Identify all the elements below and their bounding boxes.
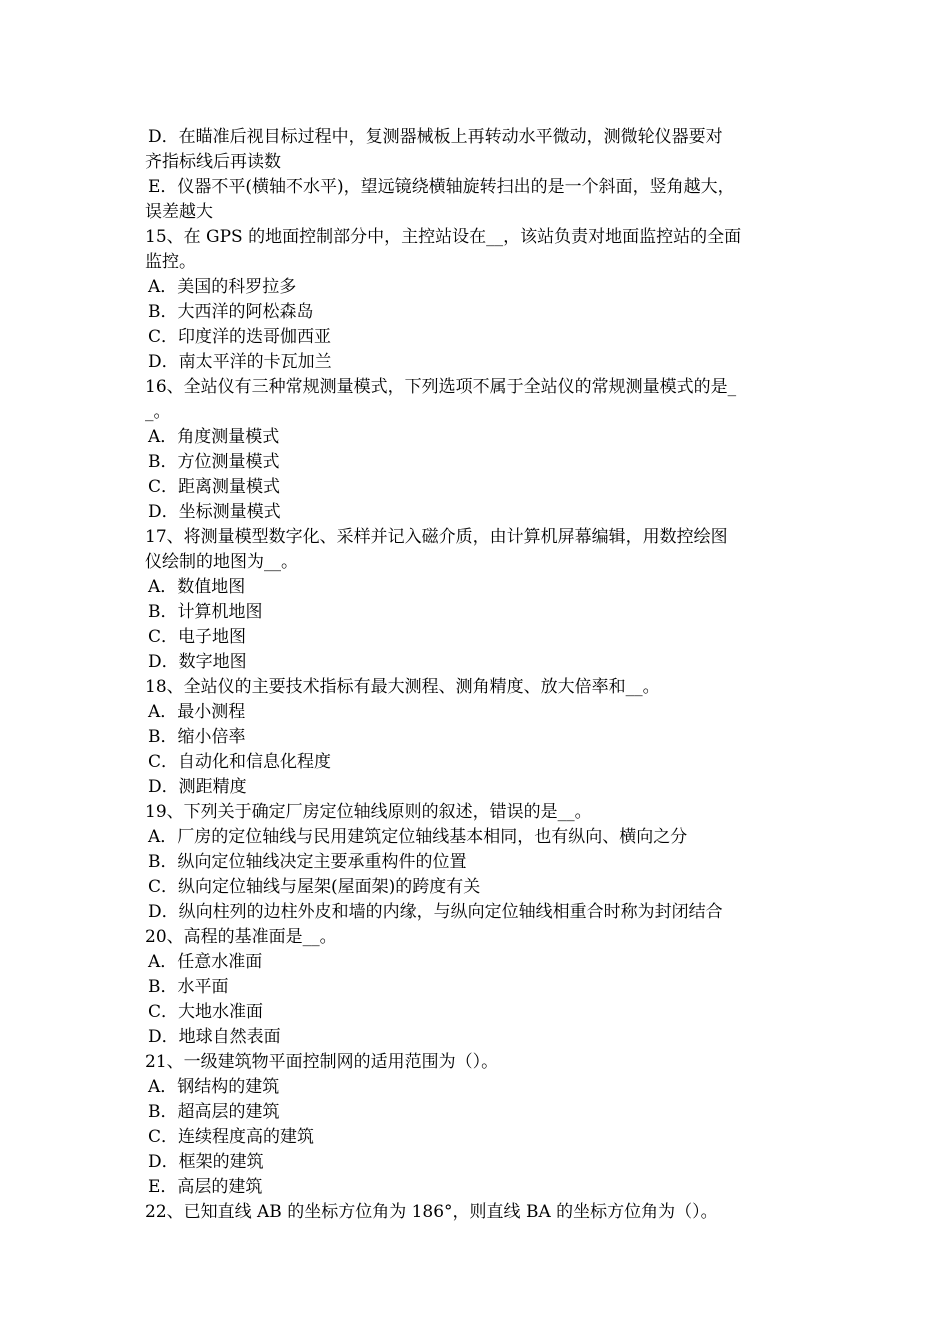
answer-option: B．计算机地图 bbox=[148, 602, 263, 622]
answer-option: D．纵向柱列的边柱外皮和墙的内缘，与纵向定位轴线相重合时称为封闭结合 bbox=[148, 902, 723, 922]
answer-option: A．美国的科罗拉多 bbox=[148, 277, 297, 297]
answer-option: C．纵向定位轴线与屋架(屋面架)的跨度有关 bbox=[148, 877, 481, 897]
answer-option: A．角度测量模式 bbox=[148, 427, 280, 447]
question-text: 17、将测量模型数字化、采样并记入磁介质，由计算机屏幕编辑，用数控绘图 bbox=[145, 527, 728, 547]
answer-option: B．超高层的建筑 bbox=[148, 1102, 280, 1122]
answer-option: D．地球自然表面 bbox=[148, 1027, 281, 1047]
question-text: 21、一级建筑物平面控制网的适用范围为（）。 bbox=[145, 1052, 499, 1072]
answer-option: D．坐标测量模式 bbox=[148, 502, 281, 522]
text-line: 仪绘制的地图为__。 bbox=[145, 552, 298, 572]
answer-option: A．厂房的定位轴线与民用建筑定位轴线基本相同，也有纵向、横向之分 bbox=[148, 827, 688, 847]
answer-option: D．数字地图 bbox=[148, 652, 247, 672]
answer-option: B．水平面 bbox=[148, 977, 229, 997]
text-line: _。 bbox=[145, 402, 171, 422]
question-text: 15、在 GPS 的地面控制部分中，主控站设在__，该站负责对地面监控站的全面 bbox=[145, 227, 742, 247]
answer-option: C．距离测量模式 bbox=[148, 477, 281, 497]
answer-option: B．方位测量模式 bbox=[148, 452, 280, 472]
answer-option: C．自动化和信息化程度 bbox=[148, 752, 332, 772]
answer-option: A．任意水准面 bbox=[148, 952, 263, 972]
text-line: 监控。 bbox=[145, 252, 196, 272]
answer-option: E．高层的建筑 bbox=[148, 1177, 263, 1197]
answer-option: B．纵向定位轴线决定主要承重构件的位置 bbox=[148, 852, 467, 872]
question-text: 19、下列关于确定厂房定位轴线原则的叙述，错误的是__。 bbox=[145, 802, 592, 822]
answer-option: C．电子地图 bbox=[148, 627, 247, 647]
text-line: 齐指标线后再读数 bbox=[145, 152, 281, 172]
answer-option: C．印度洋的迭哥伽西亚 bbox=[148, 327, 332, 347]
answer-option: B．大西洋的阿松森岛 bbox=[148, 302, 314, 322]
text-line: 误差越大 bbox=[145, 202, 213, 222]
answer-option: A．数值地图 bbox=[148, 577, 246, 597]
question-text: 22、已知直线 AB 的坐标方位角为 186°，则直线 BA 的坐标方位角为（）。 bbox=[145, 1202, 718, 1222]
answer-option: D．框架的建筑 bbox=[148, 1152, 264, 1172]
answer-option: C．连续程度高的建筑 bbox=[148, 1127, 315, 1147]
question-text: 18、全站仪的主要技术指标有最大测程、测角精度、放大倍率和__。 bbox=[145, 677, 660, 697]
answer-option: D．南太平洋的卡瓦加兰 bbox=[148, 352, 332, 372]
answer-option: C．大地水准面 bbox=[148, 1002, 264, 1022]
question-text: 16、全站仪有三种常规测量模式，下列选项不属于全站仪的常规测量模式的是_ bbox=[145, 377, 737, 397]
question-text: 20、高程的基准面是__。 bbox=[145, 927, 337, 947]
answer-option: A．钢结构的建筑 bbox=[148, 1077, 280, 1097]
answer-option: A．最小测程 bbox=[148, 702, 246, 722]
document-page bbox=[145, 125, 810, 1225]
answer-option: E．仪器不平(横轴不水平)，望远镜绕横轴旋转扫出的是一个斜面，竖角越大， bbox=[148, 177, 735, 197]
answer-option: D．在瞄准后视目标过程中，复测器械板上再转动水平微动，测微轮仪器要对 bbox=[148, 127, 723, 147]
answer-option: D．测距精度 bbox=[148, 777, 247, 797]
answer-option: B．缩小倍率 bbox=[148, 727, 246, 747]
